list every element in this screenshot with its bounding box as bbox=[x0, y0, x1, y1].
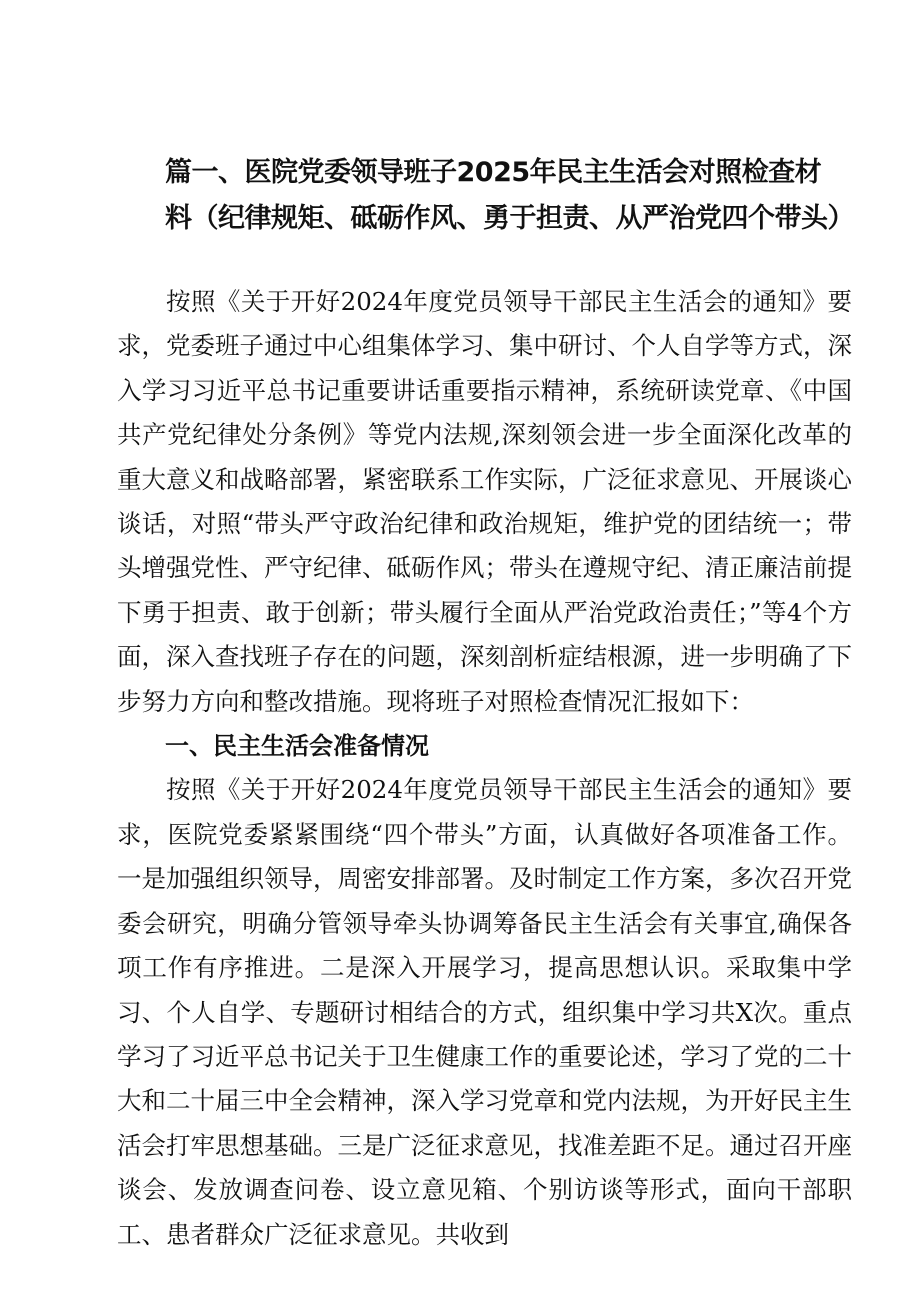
document-body bbox=[117, 280, 852, 1257]
document-title: 篇一、医院党委领导班子2025年民主生活会对照检查材料（纪律规矩、砥砺作风、勇于担责、从严治党四个带头） bbox=[165, 157, 854, 234]
section-paragraph: 按照《关于开好2024年度党员领导干部民主生活会的通知》要求，医院党委紧紧围绕“四个带头”方面，认真做好各项准备工作。一是加强组织领导，周密安排部署。及时制定工作方案，多次召开党委会研究，明确分管领导牵头协调筹备民主生活会有关事宜,确保各项工作有序推进。二是深入开展学习，提高思想认识。采取集中学习、个人自学、专题研讨相结合的方式，组织集中学习共X次。重点学习了习近平总书记关于卫生健康工作的重要论述，学习了党的二十大和二十届三中全会精神，深入学习党章和党内法规，为开好民主生活会打牢思想基础。三是广泛征求意见，找准差距不足。通过召开座谈会、发放调查问卷、设立意见箱、个别访谈等形式，面向干部职工、患者群众广泛征求意见。共收到 bbox=[117, 775, 852, 1249]
section-heading: 一、民主生活会准备情况 bbox=[165, 732, 429, 761]
intro-paragraph: 按照《关于开好2024年度党员领导干部民主生活会的通知》要求，党委班子通过中心组集体学习、集中研讨、个人自学等方式，深入学习习近平总书记重要讲话重要指示精神，系统研读党章、《中国共产党纪律处分条例》等党内法规,深刻领会进一步全面深化改革的重大意义和战略部署，紧密联系工作实际，广泛征求意见、开展谈心谈话，对照“带头严守政治纪律和政治规矩，维护党的团结统一；带头增强党性、严守纪律、砥砺作风；带头在遵规守纪、清正廉洁前提下勇于担责、敢于创新；带头履行全面从严治党政治责任；”等4个方面，深入查找班子存在的问题，深刻剖析症结根源，进一步明确了下步努力方向和整改措施。现将班子对照检查情况汇报如下： bbox=[117, 287, 852, 716]
